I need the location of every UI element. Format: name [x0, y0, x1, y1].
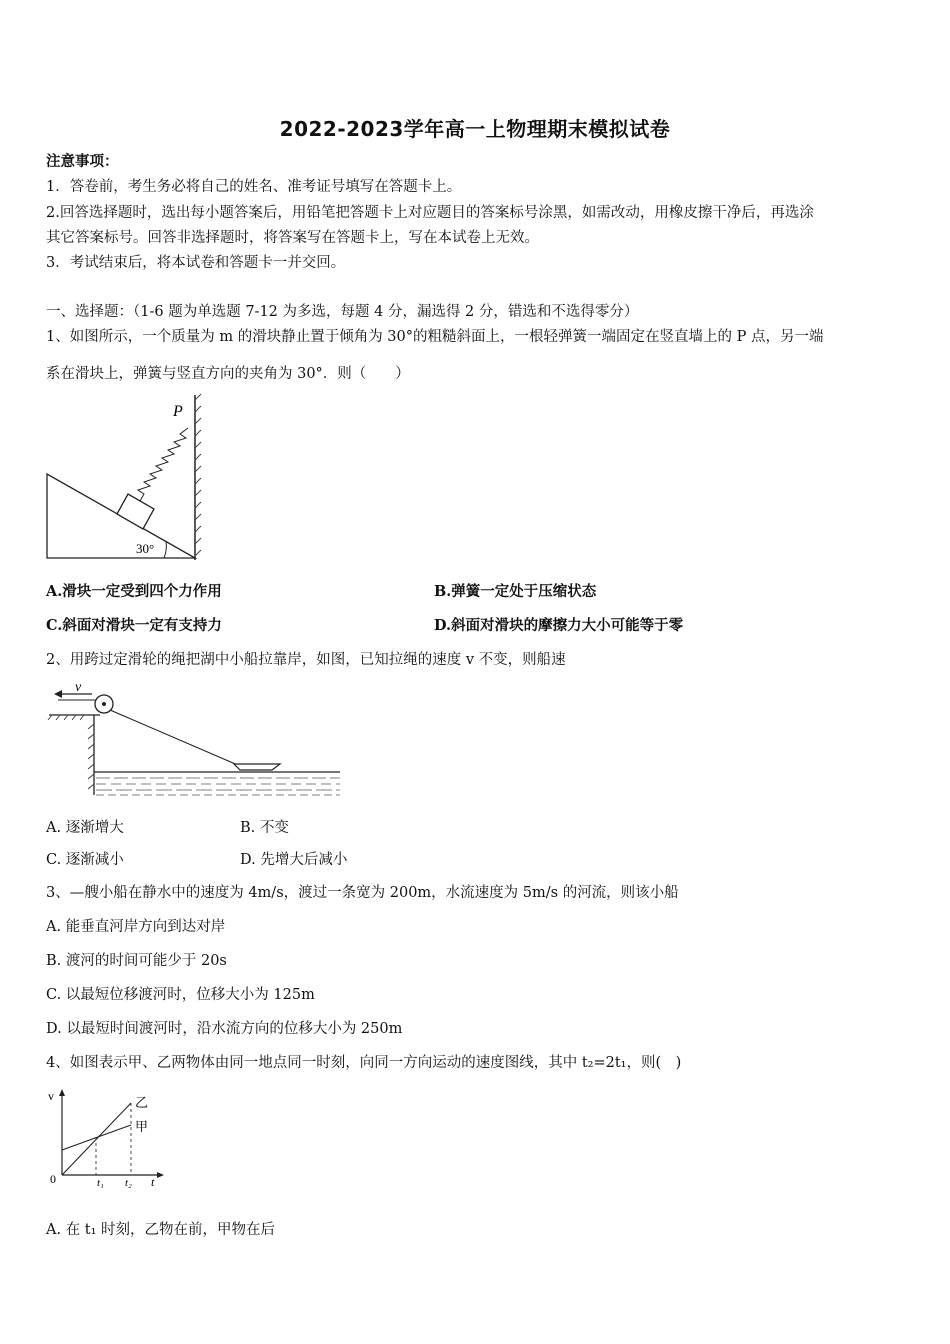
page-title: 2022-2023学年高一上物理期末模拟试卷: [279, 117, 671, 141]
notice-item-1: 1．答卷前，考生务必将自己的姓名、准考证号填写在答题卡上。: [46, 179, 462, 195]
q1-option-c: C.斜面对滑块一定有支持力: [46, 617, 222, 634]
q4-vt-graph: [45, 1085, 175, 1190]
q4-series-jia: 甲: [135, 1119, 149, 1134]
q1-option-a: A.滑块一定受到四个力作用: [46, 583, 222, 600]
q3-option-a: A. 能垂直河岸方向到达对岸: [46, 919, 226, 935]
q1-option-b: B.弹簧一定处于压缩状态: [434, 583, 597, 600]
q2-option-d: D. 先增大后减小: [240, 852, 348, 868]
q1-label-p: P: [173, 403, 183, 420]
notice-item-2: 2.回答选择题时，选出每小题答案后，用铅笔把答题卡上对应题目的答案标号涂黑，如需改动，用橡皮擦干净后，再选涂: [46, 205, 814, 221]
q4-origin: 0: [50, 1172, 56, 1186]
notice-item-3: 3．考试结束后，将本试卷和答题卡一并交回。: [46, 255, 346, 271]
notice-heading: 注意事项：: [46, 153, 119, 170]
q3-stem: 3、—艘小船在静水中的速度为 4m/s，渡过一条宽为 200m，水流速度为 5m/s 的河流，则该小船: [46, 885, 679, 901]
q4-axis-v: v: [48, 1089, 54, 1103]
q3-option-c: C. 以最短位移渡河时，位移大小为 125m: [46, 987, 315, 1003]
q1-label-angle: 30°: [136, 541, 155, 556]
q4-stem: 4、如图表示甲、乙两物体由同一地点同一时刻，向同一方向运动的速度图线，其中 t₂=2t₁，则( ): [46, 1055, 682, 1071]
q2-stem: 2、用跨过定滑轮的绳把湖中小船拉靠岸，如图，已知拉绳的速度 v 不变，则船速: [46, 652, 566, 668]
q1-stem-line1: 1、如图所示，一个质量为 m 的滑块静止置于倾角为 30°的粗糙斜面上，一根轻弹簧一端固定在竖直墙上的 P 点，另一端: [46, 329, 824, 345]
q2-pulley-figure: [44, 680, 344, 800]
q2-option-c: C. 逐渐减小: [46, 852, 124, 868]
q2-label-v: v: [75, 680, 82, 695]
section-heading: 一、选择题：（1-6 题为单选题 7-12 为多选，每题 4 分，漏选得 2 分，错选和不选得零分）: [46, 304, 639, 320]
notice-item-2-cont: 其它答案标号。回答非选择题时，将答案写在答题卡上，写在本试卷上无效。: [46, 230, 539, 246]
q3-option-b: B. 渡河的时间可能少于 20s: [46, 953, 227, 969]
q4-axis-t: t: [151, 1175, 155, 1189]
q4-option-a: A. 在 t₁ 时刻，乙物在前，甲物在后: [46, 1222, 276, 1238]
q1-stem-line2: 系在滑块上，弹簧与竖直方向的夹角为 30°．则（ ）: [46, 366, 410, 382]
q2-option-b: B. 不变: [240, 820, 289, 836]
q4-tick-t1: t₁: [97, 1177, 104, 1189]
q4-series-yi: 乙: [135, 1095, 149, 1110]
q1-incline-figure: [40, 390, 210, 565]
q3-option-d: D. 以最短时间渡河时，沿水流方向的位移大小为 250m: [46, 1021, 403, 1037]
q1-option-d: D.斜面对滑块的摩擦力大小可能等于零: [434, 617, 684, 634]
q4-tick-t2: t₂: [125, 1177, 132, 1189]
q2-option-a: A. 逐渐增大: [46, 820, 124, 836]
